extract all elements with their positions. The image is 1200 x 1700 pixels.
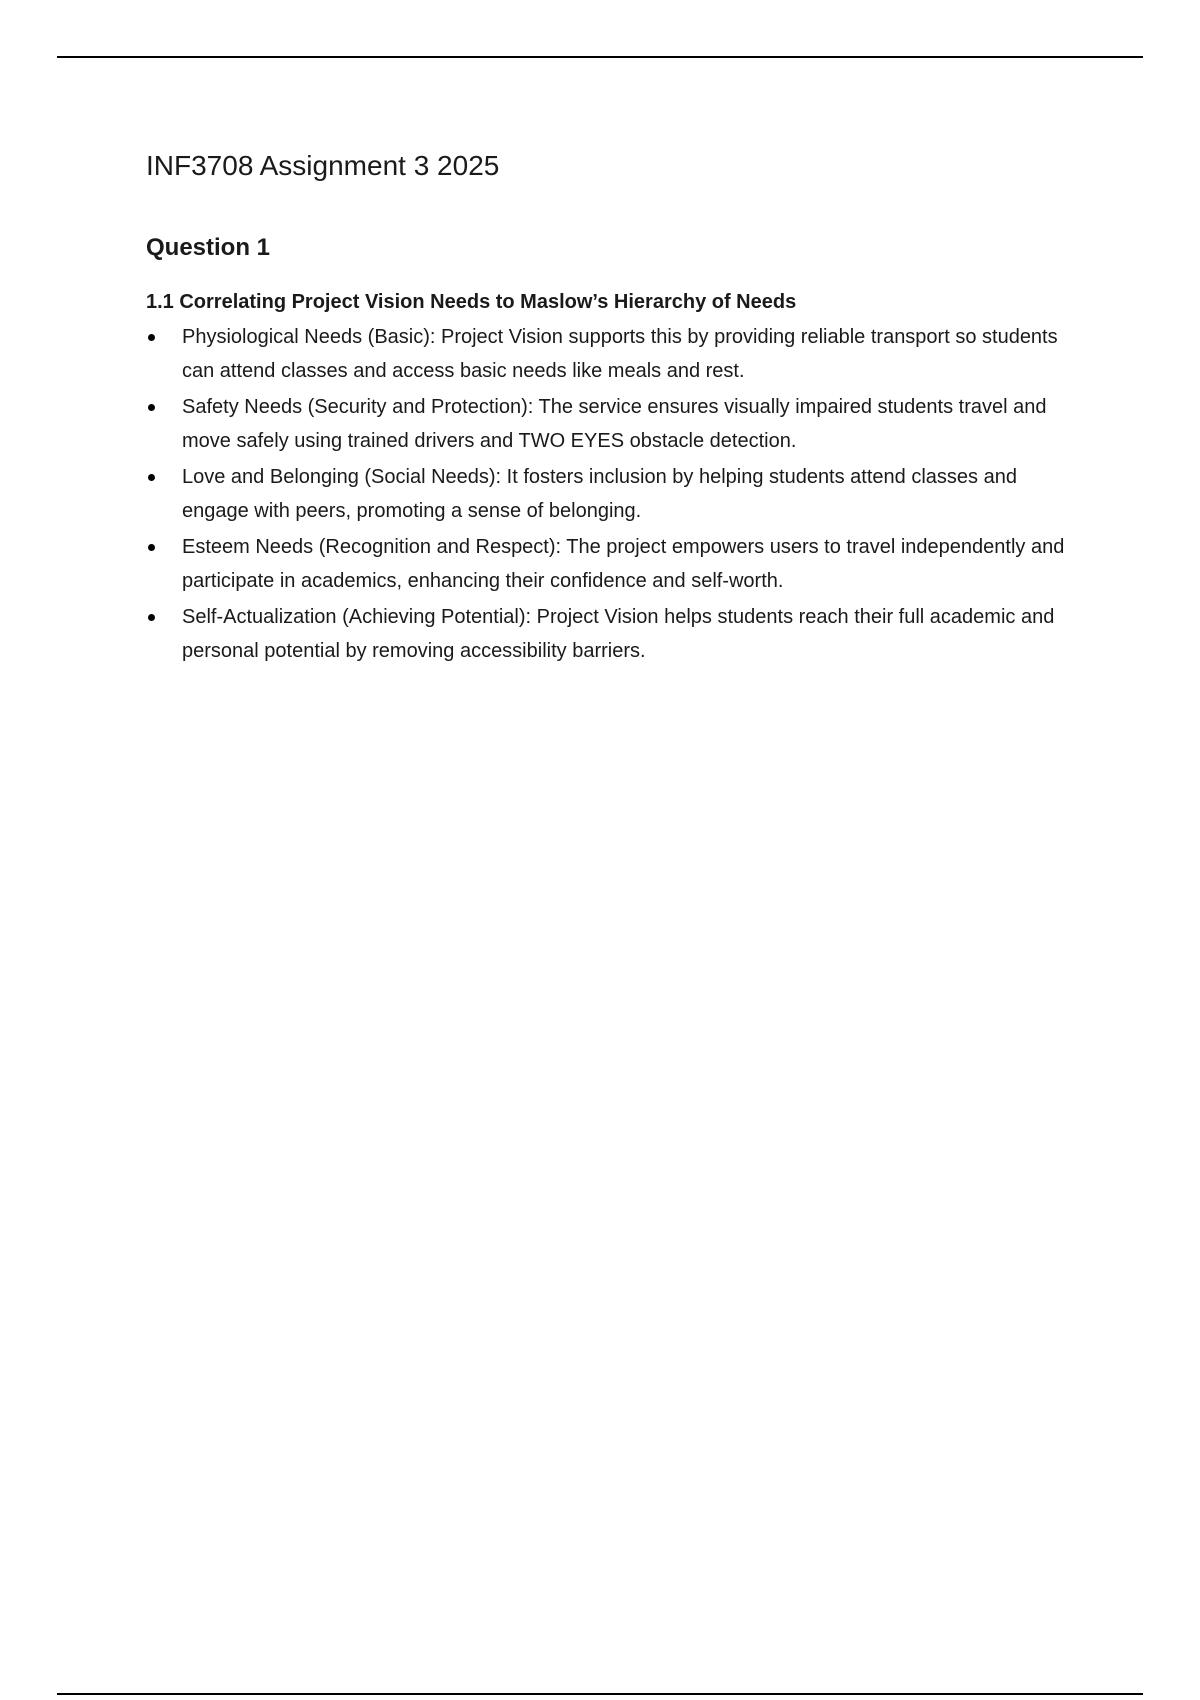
bottom-rule [57,1693,1143,1695]
document-title: INF3708 Assignment 3 2025 [146,150,500,181]
list-item [146,460,1086,528]
question-heading: Question 1 [146,234,271,261]
list-item [146,600,1086,668]
top-rule [57,56,1143,58]
list-item [146,530,1086,598]
list-item-text: Physiological Needs (Basic): Project Vision supports this by providing reliable transport so students can attend classes and access basic needs like meals and rest. [182,326,1058,382]
bullet-icon [148,614,155,621]
list-item [146,390,1086,458]
bullet-icon [148,404,155,411]
list-item-text: Safety Needs (Security and Protection): The service ensures visually impaired students travel and move safely using trained drivers and TWO EYES obstacle detection. [182,396,1047,452]
list-item [146,320,1086,388]
bullet-icon [148,544,155,551]
list-item-text: Esteem Needs (Recognition and Respect): The project empowers users to travel independently and participate in academics, enhancing their confidence and self-worth. [182,536,1065,592]
bullet-list [146,320,1086,668]
bullet-icon [148,474,155,481]
bullet-icon [148,334,155,341]
document-body [146,146,1086,670]
list-item-text: Self-Actualization (Achieving Potential): Project Vision helps students reach their full academic and personal potential by removing accessibility barriers. [182,606,1055,662]
section-heading: 1.1 Correlating Project Vision Needs to Maslow’s Hierarchy of Needs [146,291,797,313]
list-item-text: Love and Belonging (Social Needs): It fosters inclusion by helping students attend classes and engage with peers, promoting a sense of belonging. [182,466,1017,522]
